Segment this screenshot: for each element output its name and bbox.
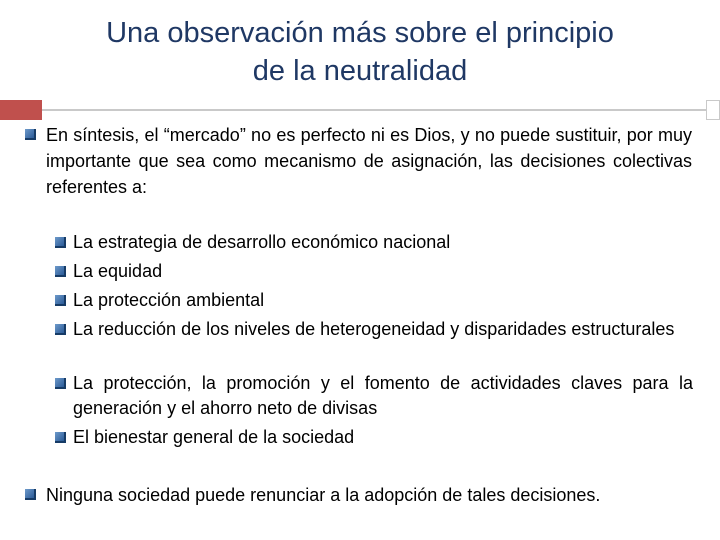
sub-bullet-item: La equidad bbox=[73, 261, 163, 281]
sub-bullet-item: La reducción de los niveles de heterogeneidad y disparidades estructurales bbox=[73, 319, 675, 339]
slide-title-line-2: de la neutralidad bbox=[252, 55, 468, 87]
bullet-paragraph bbox=[46, 122, 692, 200]
sub-bullet-item: La protección ambiental bbox=[73, 290, 265, 310]
sub-bullet-item: La estrategia de desarrollo económico nacional bbox=[73, 232, 451, 252]
checkbox-bullet-icon bbox=[55, 324, 66, 335]
accent-red-block bbox=[0, 100, 42, 120]
bullet-text: Ninguna sociedad puede renunciar a la adopción de tales decisiones. bbox=[46, 485, 601, 505]
checkbox-bullet-icon bbox=[55, 295, 66, 306]
sub-bullet-item: El bienestar general de la sociedad bbox=[73, 427, 355, 447]
slide-title-line-1: Una observación más sobre el principio bbox=[106, 17, 614, 49]
checkbox-bullet-icon bbox=[55, 432, 66, 443]
checkbox-bullet-icon bbox=[55, 266, 66, 277]
checkbox-bullet-icon bbox=[25, 489, 36, 500]
checkbox-bullet-icon bbox=[55, 237, 66, 248]
sub-bullet-item: La protección, la promoción y el fomento de actividades claves para la generación y el ahorro neto de divisas bbox=[73, 373, 693, 418]
slide-title bbox=[40, 14, 680, 90]
bullet-text: En síntesis, el “mercado” no es perfecto ni es Dios, y no puede sustituir, por muy importante que sea como mecanismo de asignación, las decisiones colectivas referentes a: bbox=[46, 125, 692, 197]
title-divider-line bbox=[42, 109, 708, 111]
checkbox-bullet-icon bbox=[25, 129, 36, 140]
divider-end-box bbox=[706, 100, 720, 120]
bullet-paragraph bbox=[46, 482, 692, 508]
checkbox-bullet-icon bbox=[55, 378, 66, 389]
